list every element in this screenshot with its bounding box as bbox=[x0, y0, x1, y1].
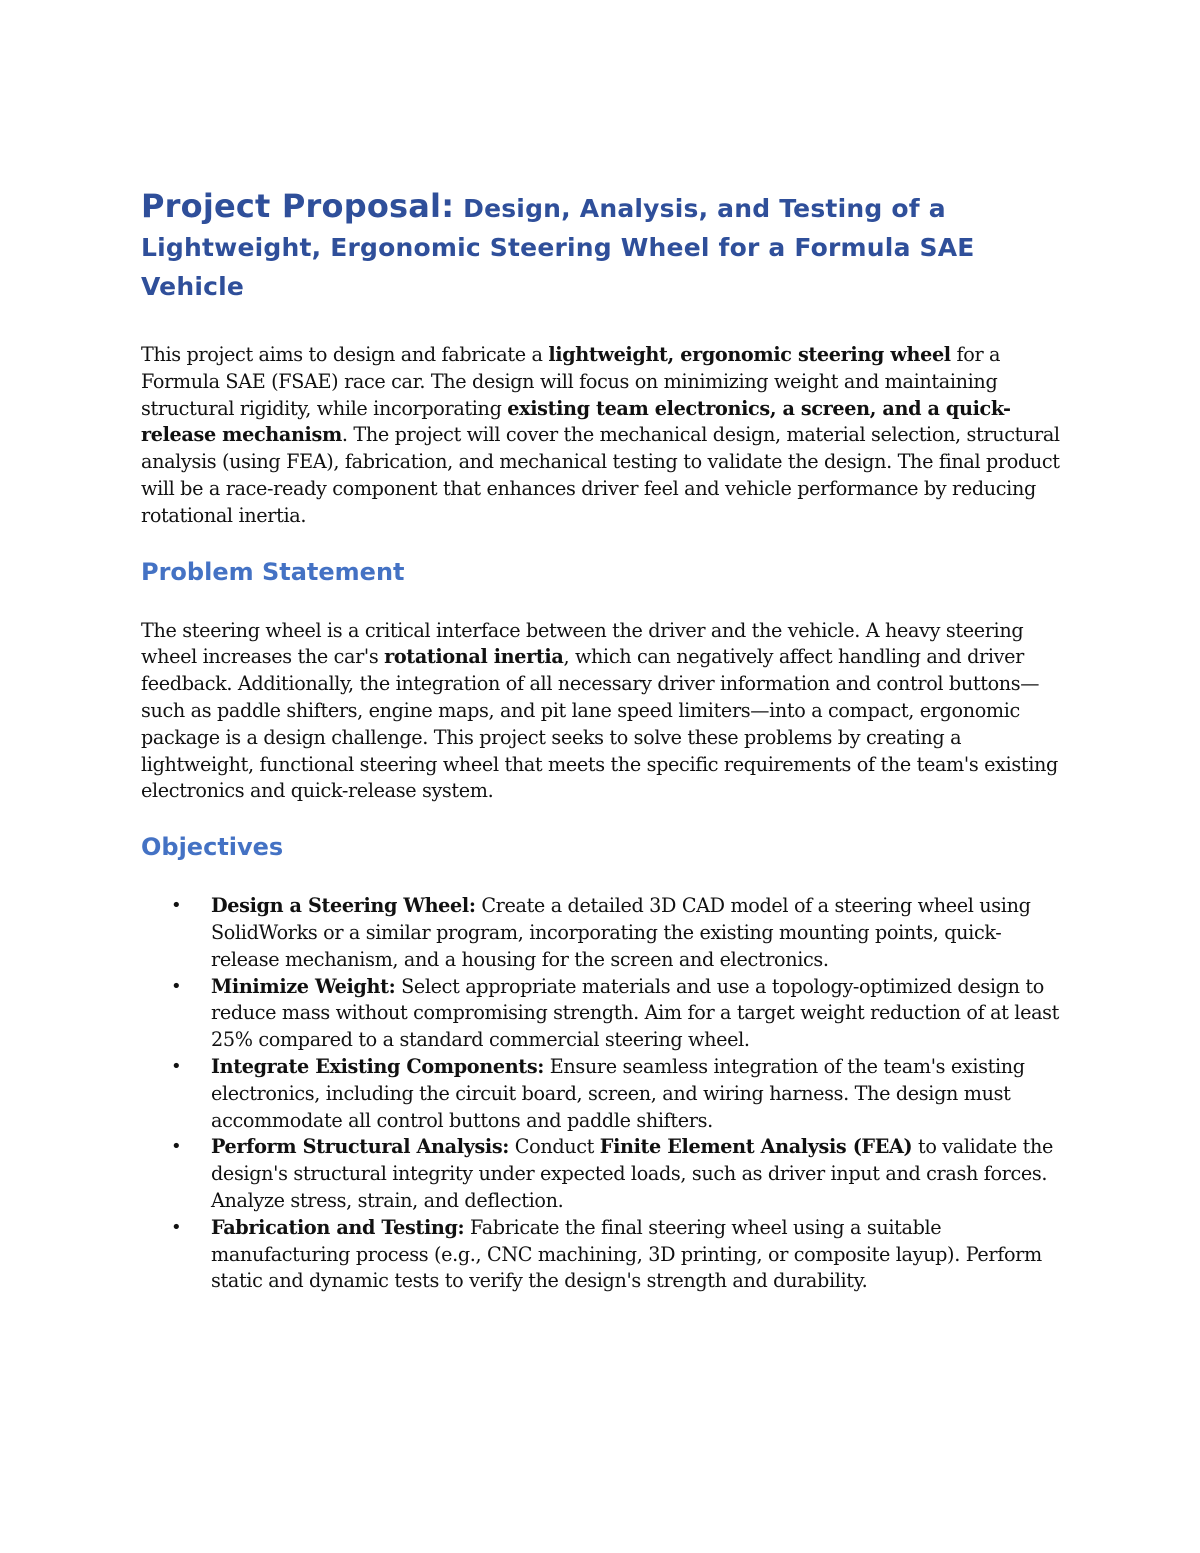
objective-text: Fabricate the final steering wheel using a suitable manufacturing process (e.g., CNC machining, 3D printing, or composite layup). Perform static and dynamic tests to verify the design's strength and durability. bbox=[211, 1215, 1042, 1293]
objective-text: Ensure seamless integration of the team's existing electronics, including the circuit board, screen, and wiring harness. The design must accommodate all control buttons and paddle shifters. bbox=[211, 1054, 1025, 1132]
objective-text: Create a detailed 3D CAD model of a steering wheel using SolidWorks or a similar program, incorporating the existing mounting points, quick-release mechanism, and a housing for the screen and electronics. bbox=[211, 894, 1031, 971]
intro-paragraph bbox=[141, 342, 1061, 530]
objective-text: Select appropriate materials and use a topology-optimized design to reduce mass without compromising strength. Aim for a target weight reduction of at least 25% compared to a standard commercial steering wheel. bbox=[211, 974, 1060, 1052]
problem-text-2: , which can negatively affect handling and driver feedback. Additionally, the integration of all necessary driver information and control buttons—such as paddle shifters, engine maps, and pit lane speed limiters—into a compact, ergonomic package is a design challenge. This project seeks to solve these problems by creating a lightweight, functional steering wheel that meets the specific requirements of the team's existing electronics and quick-release system. bbox=[141, 645, 1058, 803]
objective-item-fabrication bbox=[141, 1215, 1061, 1295]
objective-label: Design a Steering Wheel: bbox=[211, 894, 476, 918]
bullet-icon: • bbox=[171, 1216, 182, 1238]
document-title bbox=[141, 188, 1061, 305]
objective-item-analysis bbox=[141, 1134, 1061, 1214]
intro-bold-1: lightweight, ergonomic steering wheel bbox=[548, 343, 951, 366]
intro-bold-2: existing team electronics, a screen, and a quick-release mechanism bbox=[141, 396, 1011, 447]
objective-label: Fabrication and Testing: bbox=[211, 1215, 465, 1239]
problem-text-1: The steering wheel is a critical interface between the driver and the vehicle. A heavy steering wheel increases the car's bbox=[141, 618, 1024, 669]
intro-text-2: for a Formula SAE (FSAE) race car. The design will focus on minimizing weight and maintaining structural rigidity, while incorporating bbox=[141, 343, 1001, 420]
objective-bold-mid: Finite Element Analysis (FEA) bbox=[599, 1135, 913, 1159]
objective-label: Perform Structural Analysis: bbox=[211, 1135, 510, 1159]
bullet-icon: • bbox=[171, 975, 182, 997]
problem-statement-paragraph bbox=[141, 618, 1061, 806]
objective-label: Minimize Weight: bbox=[211, 974, 396, 998]
objective-text: Conduct bbox=[509, 1135, 600, 1159]
objective-item-design bbox=[141, 893, 1061, 973]
bullet-icon: • bbox=[171, 1136, 182, 1158]
objective-label: Integrate Existing Components: bbox=[211, 1054, 545, 1078]
intro-text-3: . The project will cover the mechanical design, material selection, structural analysis (using FEA), fabrication, and mechanical testing to validate the design. The final product will be a race-ready component that enhances driver feel and vehicle performance by reducing rotational inertia. bbox=[141, 423, 1060, 527]
objective-item-weight bbox=[141, 974, 1061, 1054]
objective-item-integrate bbox=[141, 1054, 1061, 1134]
problem-statement-heading: Problem Statement bbox=[141, 557, 405, 586]
bullet-icon: • bbox=[171, 1055, 182, 1077]
document-content bbox=[141, 188, 1061, 1295]
problem-bold-1: rotational inertia bbox=[384, 645, 564, 669]
title-rest: Design, Analysis, and Testing of a Lightweight, Ergonomic Steering Wheel for a Formula SAE Vehicle bbox=[141, 194, 975, 301]
objective-text-2: to validate the design's structural integrity under expected loads, such as driver input and crash forces. Analyze stress, strain, and deflection. bbox=[211, 1135, 1053, 1212]
bullet-icon: • bbox=[171, 895, 182, 917]
title-lead: Project Proposal: bbox=[141, 187, 455, 225]
objectives-heading: Objectives bbox=[141, 833, 284, 862]
intro-text-1: This project aims to design and fabricate a bbox=[141, 343, 549, 366]
objectives-list bbox=[141, 893, 1061, 1295]
